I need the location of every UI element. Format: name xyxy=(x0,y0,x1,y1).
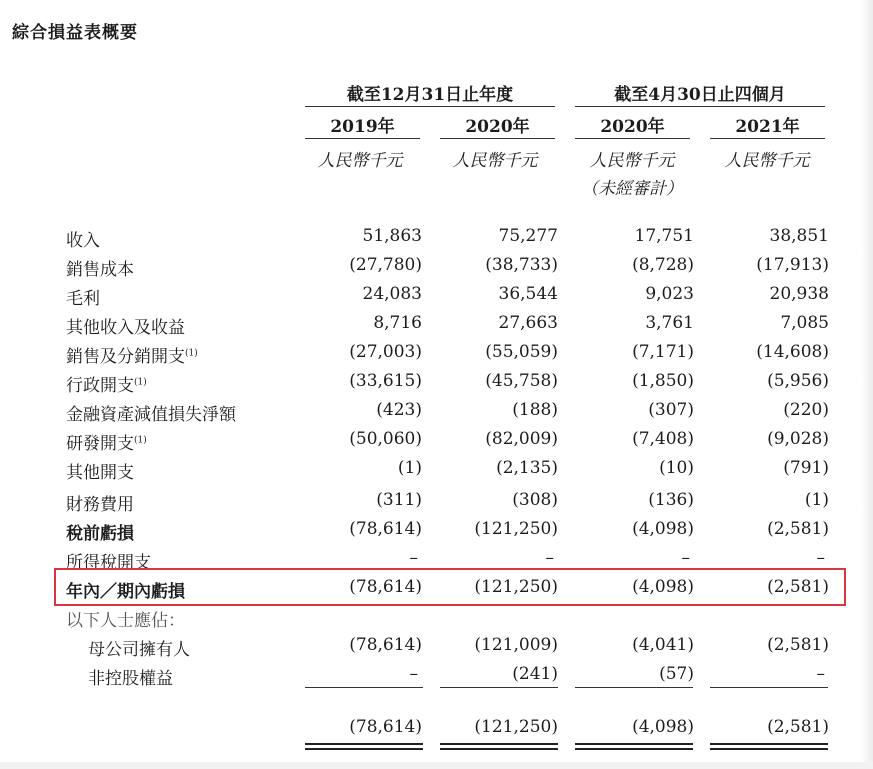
subtotal-rule xyxy=(710,687,828,688)
unit-label: 人民幣千元 xyxy=(452,151,538,171)
table-cell: (791) xyxy=(783,458,829,478)
table-cell: (2,581) xyxy=(767,519,829,539)
year-2020: 2020年 xyxy=(440,112,555,139)
table-cell: (27,780) xyxy=(349,255,422,275)
total-cell: (121,250) xyxy=(474,717,558,737)
row-label: 其他收入及收益 xyxy=(66,318,185,338)
footnote-marker: (1) xyxy=(185,348,198,359)
year-2021-period: 2021年 xyxy=(710,112,825,139)
row-label: 財務費用 xyxy=(66,495,134,515)
table-cell: (311) xyxy=(376,490,422,510)
table-cell: – xyxy=(816,548,825,568)
row-label: 母公司擁有人 xyxy=(88,640,190,660)
table-cell: (423) xyxy=(376,400,422,420)
table-cell: (45,758) xyxy=(485,371,558,391)
total-double-rule xyxy=(575,743,693,750)
row-label: 以下人士應佔： xyxy=(66,611,185,631)
table-cell: (5,956) xyxy=(767,371,829,391)
table-cell: (78,614) xyxy=(349,577,422,597)
unit-label: 人民幣千元 xyxy=(589,151,675,171)
table-cell: – xyxy=(816,664,825,684)
table-cell: (7,171) xyxy=(632,342,694,362)
header-four-months: 截至4月30日止四個月 xyxy=(575,80,825,107)
year-2020-period: 2020年 xyxy=(575,112,690,139)
table-cell: (241) xyxy=(512,664,558,684)
table-cell: – xyxy=(409,548,418,568)
table-cell: (188) xyxy=(512,400,558,420)
page-bottom-edge xyxy=(0,762,873,769)
table-cell: – xyxy=(409,664,418,684)
table-cell: (121,009) xyxy=(474,635,558,655)
row-label: 金融資產減值損失淨額 xyxy=(66,405,236,425)
table-cell: – xyxy=(545,548,554,568)
subtotal-rule xyxy=(575,687,693,688)
table-cell: (55,059) xyxy=(485,342,558,362)
table-cell: (8,728) xyxy=(632,255,694,275)
row-label: 銷售及分銷開支$^{(1)}$ xyxy=(66,347,198,367)
table-cell: (136) xyxy=(648,490,694,510)
table-cell: (2,581) xyxy=(767,635,829,655)
table-cell: (17,913) xyxy=(756,255,829,275)
total-cell: (2,581) xyxy=(767,717,829,737)
table-cell: 3,761 xyxy=(645,313,694,333)
row-label: 收入 xyxy=(66,231,100,251)
table-cell: – xyxy=(681,548,690,568)
table-cell: (33,615) xyxy=(349,371,422,391)
row-label: 非控股權益 xyxy=(88,669,173,689)
page-edge-shadow xyxy=(861,0,873,769)
total-cell: (78,614) xyxy=(349,717,422,737)
table-cell: (38,733) xyxy=(485,255,558,275)
table-cell: (82,009) xyxy=(485,429,558,449)
year-2019: 2019年 xyxy=(305,112,420,139)
table-cell: 36,544 xyxy=(498,284,558,304)
row-label: 毛利 xyxy=(66,289,100,309)
table-cell: (2,581) xyxy=(767,577,829,597)
table-cell: 24,083 xyxy=(362,284,422,304)
footnote-marker: (1) xyxy=(134,377,147,388)
table-cell: 17,751 xyxy=(634,226,694,246)
table-cell: (220) xyxy=(783,400,829,420)
row-label: 其他開支 xyxy=(66,463,134,483)
row-label: 行政開支$^{(1)}$ xyxy=(66,376,147,396)
table-cell: 7,085 xyxy=(780,313,829,333)
row-label: 研發開支$^{(1)}$ xyxy=(66,434,147,454)
table-cell: (14,608) xyxy=(756,342,829,362)
table-cell: (10) xyxy=(659,458,694,478)
table-cell: (7,408) xyxy=(632,429,694,449)
total-cell: (4,098) xyxy=(632,717,694,737)
row-label: 所得稅開支 xyxy=(66,553,151,573)
unit-label: 人民幣千元 xyxy=(724,151,810,171)
table-cell: (78,614) xyxy=(349,635,422,655)
total-double-rule xyxy=(440,743,558,750)
table-cell: (308) xyxy=(512,490,558,510)
table-cell: 51,863 xyxy=(362,226,422,246)
table-cell: (4,098) xyxy=(632,519,694,539)
header-year-ended: 截至12月31日止年度 xyxy=(305,80,555,107)
table-cell: (4,041) xyxy=(632,635,694,655)
unaudited-note: （未經審計） xyxy=(581,179,683,199)
row-label: 銷售成本 xyxy=(66,260,134,280)
table-cell: 75,277 xyxy=(498,226,558,246)
unit-label: 人民幣千元 xyxy=(317,151,403,171)
table-cell: (1) xyxy=(397,458,422,478)
total-double-rule xyxy=(710,743,828,750)
table-cell: (57) xyxy=(659,664,694,684)
footnote-marker: (1) xyxy=(134,435,147,446)
table-cell: (1) xyxy=(804,490,829,510)
table-cell: (27,003) xyxy=(349,342,422,362)
row-label: 稅前虧損 xyxy=(66,524,134,544)
table-cell: (121,250) xyxy=(474,519,558,539)
row-label-highlighted: 年內／期內虧損 xyxy=(66,582,185,602)
total-double-rule xyxy=(305,743,423,750)
table-cell: 9,023 xyxy=(645,284,694,304)
highlight-box xyxy=(54,568,846,606)
table-cell: (2,135) xyxy=(496,458,558,478)
table-cell: (307) xyxy=(648,400,694,420)
table-cell: (1,850) xyxy=(632,371,694,391)
table-cell: (121,250) xyxy=(474,577,558,597)
table-cell: 38,851 xyxy=(769,226,829,246)
subtotal-rule xyxy=(305,687,423,688)
table-cell: (4,098) xyxy=(632,577,694,597)
table-cell: 27,663 xyxy=(498,313,558,333)
table-cell: (78,614) xyxy=(349,519,422,539)
table-cell: 8,716 xyxy=(373,313,422,333)
table-cell: 20,938 xyxy=(769,284,829,304)
page-title: 綜合損益表概要 xyxy=(12,23,138,43)
table-cell: (9,028) xyxy=(767,429,829,449)
table-cell: (50,060) xyxy=(349,429,422,449)
subtotal-rule xyxy=(440,687,558,688)
